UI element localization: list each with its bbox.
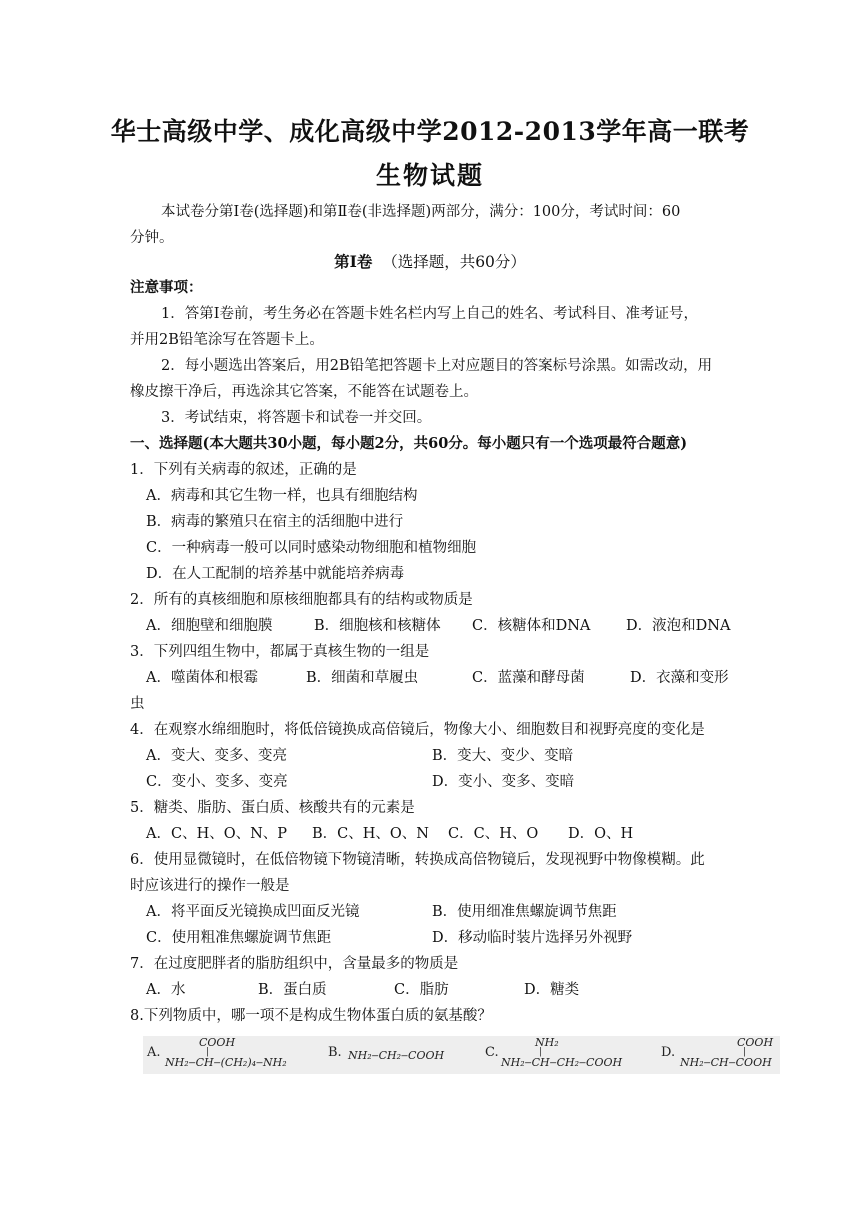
option: B．变大、变少、变暗 <box>432 748 574 764</box>
question-stem: 7．在过度肥胖者的脂肪组织中，含量最多的物质是 <box>130 956 459 972</box>
option: B．细菌和草履虫 <box>306 670 419 686</box>
option: C．一种病毒一般可以同时感染动物细胞和植物细胞 <box>146 540 477 556</box>
question-stem-wrap: 时应该进行的操作一般是 <box>130 878 290 894</box>
option: A．变大、变多、变亮 <box>146 748 287 764</box>
intro-line-1: 本试卷分第Ⅰ卷(选择题)和第Ⅱ卷(非选择题)两部分，满分：100分，考试时间：60 <box>161 204 681 220</box>
option: D．在人工配制的培养基中就能培养病毒 <box>146 566 405 582</box>
option: C．脂肪 <box>394 982 449 998</box>
option: B．细胞核和核糖体 <box>314 618 441 634</box>
option: D．糖类 <box>524 982 580 998</box>
option: D．液泡和DNA <box>626 618 731 634</box>
bond-mark: | <box>206 1047 210 1057</box>
option: C．C、H、O <box>448 826 539 842</box>
notice-line: 1．答第Ⅰ卷前，考生务必在答题卡姓名栏内写上自己的姓名、考试科目、准考证号， <box>161 306 698 322</box>
question-stem: 8.下列物质中，哪一项不是构成生物体蛋白质的氨基酸？ <box>130 1008 492 1024</box>
formula-substituent: COOH <box>737 1036 774 1049</box>
option: D．衣藻和变形 <box>630 670 729 686</box>
exam-subtitle: 生物试题 <box>375 161 484 190</box>
question-stem: 6．使用显微镜时，在低倍物镜下物镜清晰，转换成高倍物镜后，发现视野中物像模糊。此 <box>130 852 705 868</box>
option: B．蛋白质 <box>258 982 327 998</box>
formula-main: NH₂‒CH₂‒COOH <box>348 1049 445 1062</box>
notice-line: 2．每小题选出答案后，用2B铅笔把答题卡上对应题目的答案标号涂黑。如需改动，用 <box>161 358 713 374</box>
exam-title: 华士高级中学、成化高级中学2012-2013学年高一联考 <box>110 117 750 146</box>
formula-substituent: NH₂ <box>535 1036 559 1049</box>
intro-line-2: 分钟。 <box>130 230 174 246</box>
question-stem: 1．下列有关病毒的叙述，正确的是 <box>130 462 357 478</box>
option: A．C、H、O、N、P <box>146 826 288 842</box>
option: D．变小、变多、变暗 <box>432 774 575 790</box>
bond-mark: | <box>743 1047 747 1057</box>
notice-line: 3．考试结束，将答题卡和试卷一并交回。 <box>161 410 432 426</box>
question-stem: 3．下列四组生物中，都属于真核生物的一组是 <box>130 644 430 660</box>
section-heading: 一、选择题(本大题共30小题，每小题2分，共60分。每小题只有一个选项最符合题意) <box>130 435 688 452</box>
notice-line: 并用2B铅笔涂写在答题卡上。 <box>130 332 324 348</box>
question-stem: 2．所有的真核细胞和原核细胞都具有的结构或物质是 <box>130 592 473 608</box>
formula-substituent: COOH <box>199 1036 236 1049</box>
option: D．移动临时装片选择另外视野 <box>432 930 633 946</box>
part-label: 第Ⅰ卷 <box>334 252 373 271</box>
option: B．使用细准焦螺旋调节焦距 <box>432 904 617 920</box>
option: D．O、H <box>568 826 634 842</box>
option: A．细胞壁和细胞膜 <box>146 618 273 634</box>
option: C．蓝藻和酵母菌 <box>472 670 585 686</box>
option: B．病毒的繁殖只在宿主的活细胞中进行 <box>146 514 404 530</box>
option: A．水 <box>146 982 186 998</box>
question-stem: 4．在观察水绵细胞时，将低倍镜换成高倍镜后，物像大小、细胞数目和视野亮度的变化是 <box>130 722 705 738</box>
formula-main: NH₂‒CH‒COOH <box>680 1056 772 1069</box>
bond-mark: | <box>539 1047 543 1057</box>
notice-line: 橡皮擦干净后，再选涂其它答案，不能答在试题卷上。 <box>130 384 478 400</box>
option: B．C、H、O、N <box>312 826 429 842</box>
option-letter: B. <box>328 1045 342 1060</box>
chemical-formula-strip <box>143 1036 780 1074</box>
option: C．核糖体和DNA <box>472 618 591 634</box>
option: C．变小、变多、变亮 <box>146 774 288 790</box>
formula-main: NH₂‒CH‒CH₂‒COOH <box>501 1056 623 1069</box>
option: C．使用粗准焦螺旋调节焦距 <box>146 930 332 946</box>
part-heading <box>0 250 860 272</box>
part-note: （选择题，共60分） <box>382 253 526 271</box>
formula-main: NH₂‒CH‒(CH₂)₄‒NH₂ <box>165 1056 287 1069</box>
option: A．将平面反光镜换成凹面反光镜 <box>146 904 360 920</box>
option: A．病毒和其它生物一样，也具有细胞结构 <box>146 488 418 504</box>
option-letter: A. <box>147 1045 161 1060</box>
option: A．噬菌体和根霉 <box>146 670 258 686</box>
option-wrap: 虫 <box>130 696 145 712</box>
option-letter: D. <box>661 1045 676 1060</box>
option-letter: C. <box>485 1045 499 1060</box>
question-stem: 5．糖类、脂肪、蛋白质、核酸共有的元素是 <box>130 800 415 816</box>
notice-heading: 注意事项： <box>130 279 203 296</box>
